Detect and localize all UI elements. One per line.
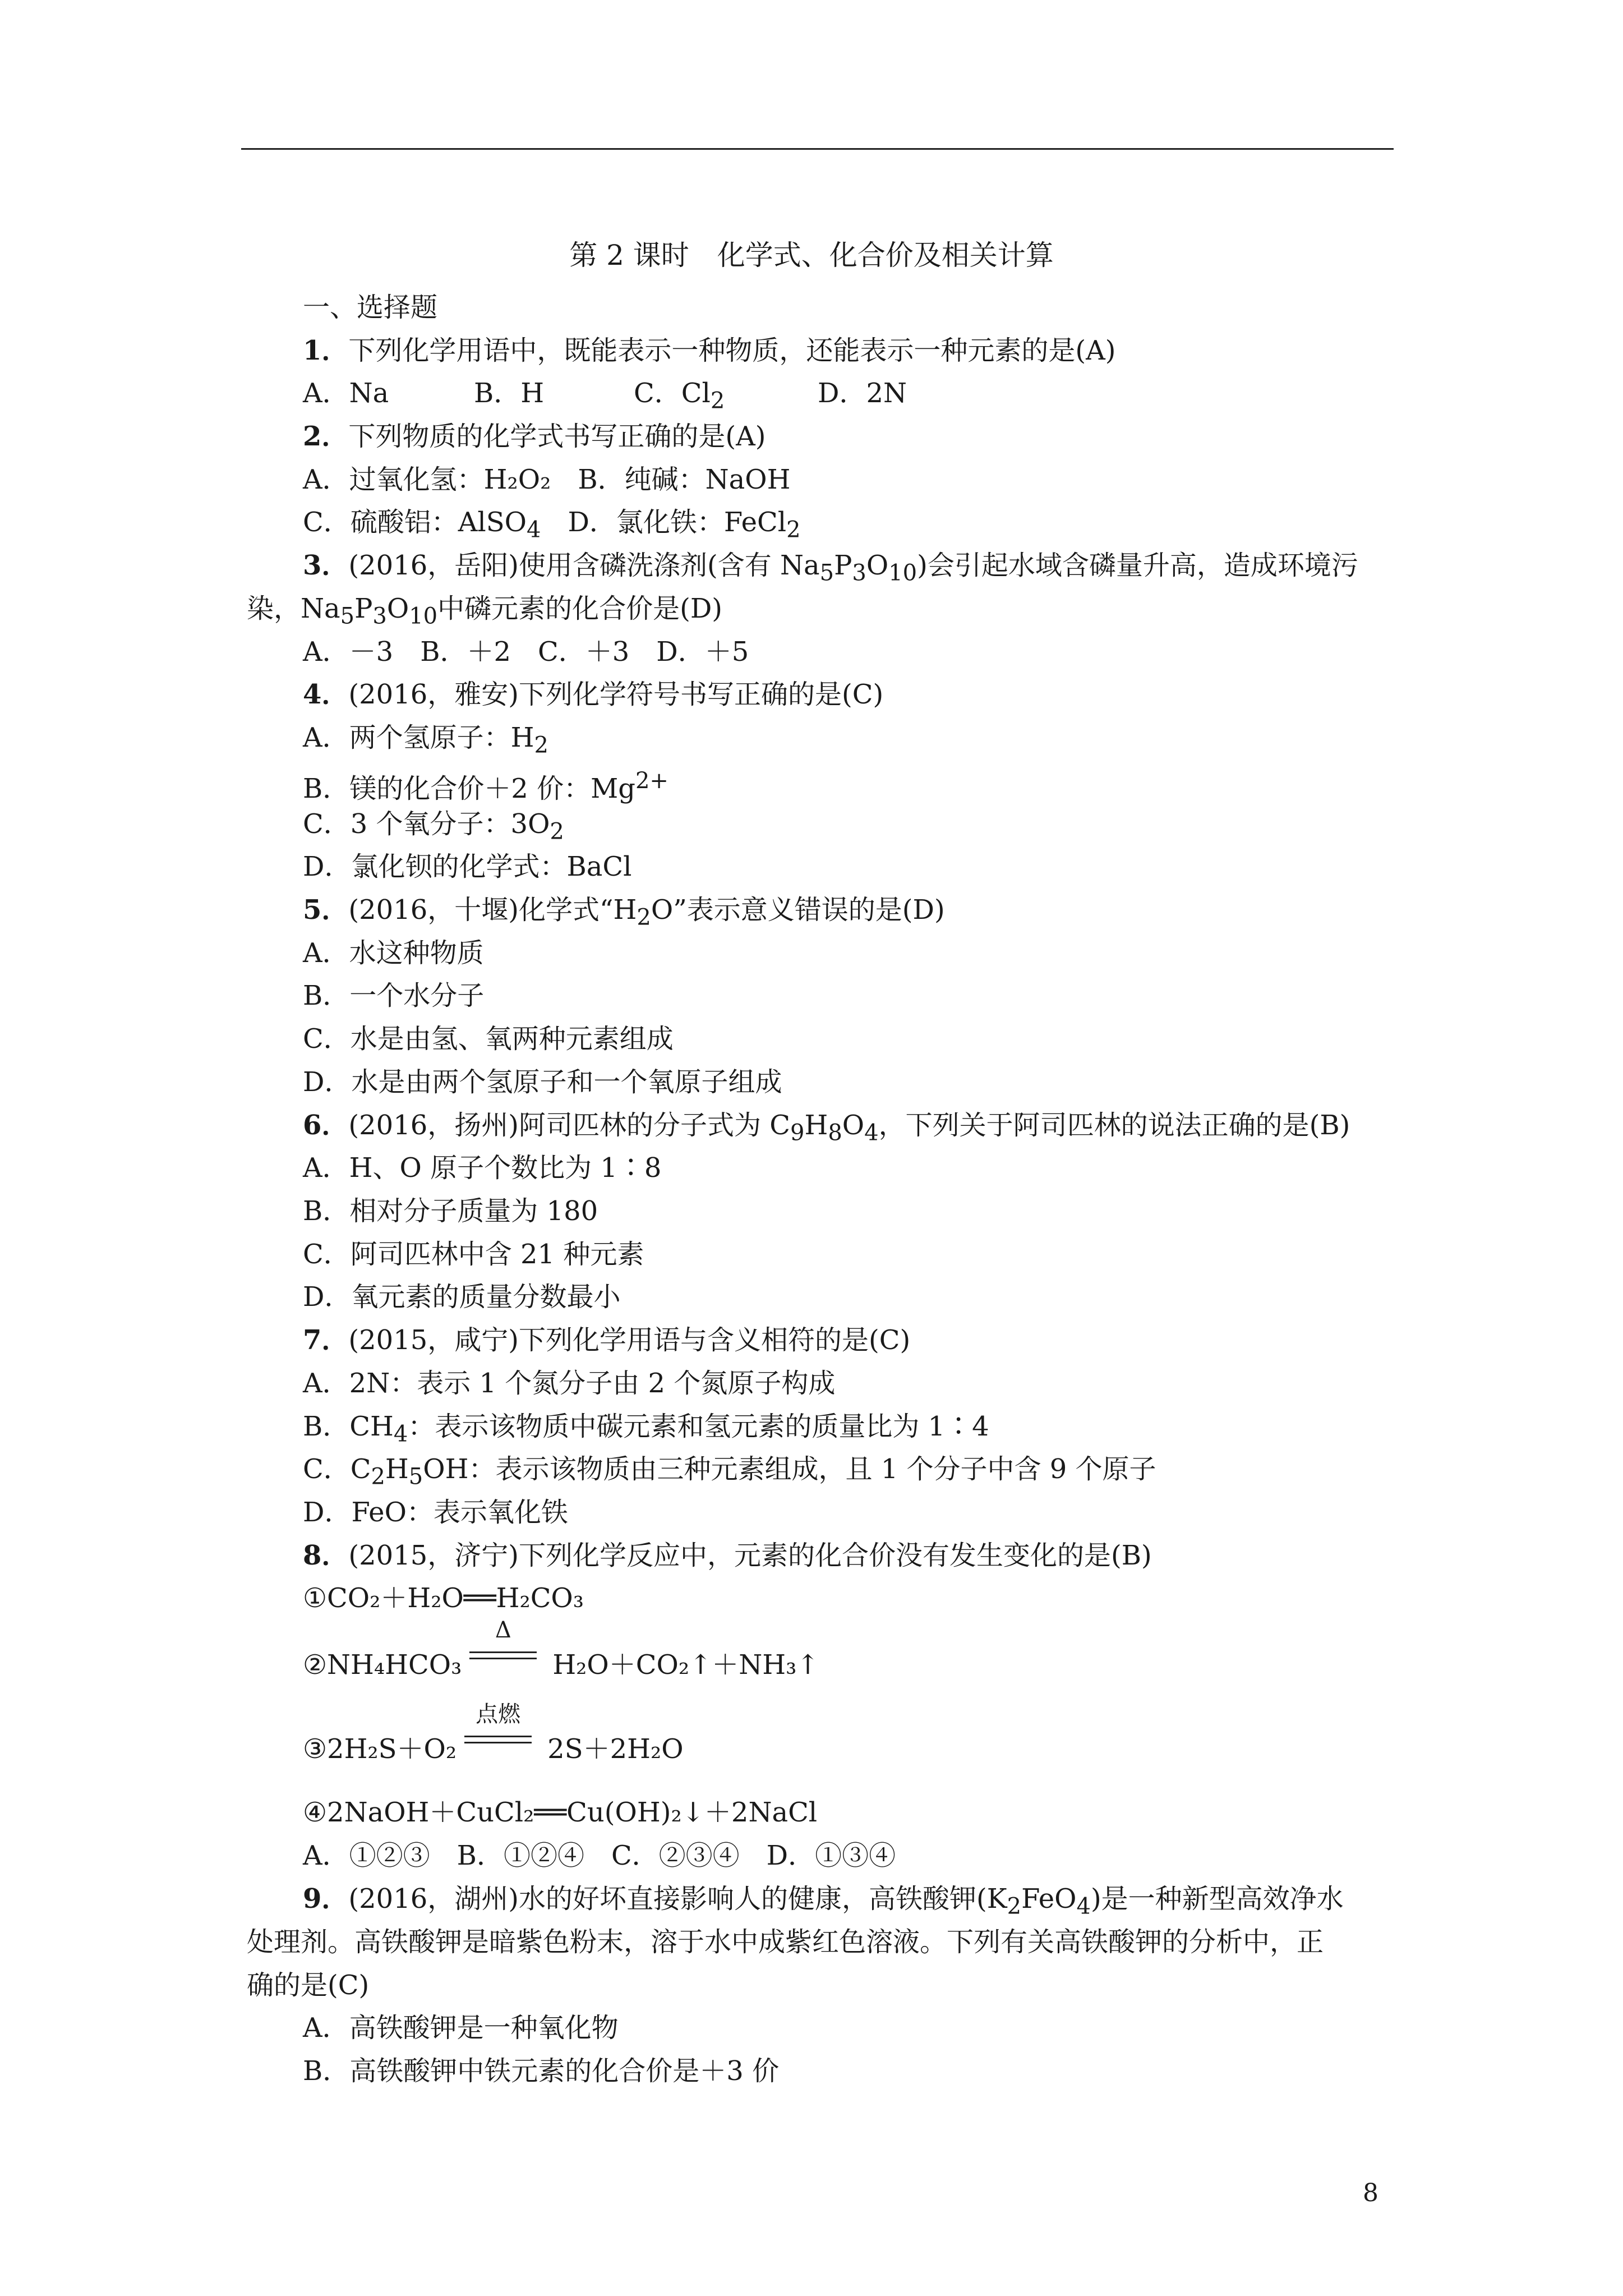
option-c: C．$Cl_2$ [634,378,725,414]
question-1-stem: 1．下列化学用语中，既能表示一种物质，还能表示一种元素的是(A) [303,335,1116,366]
question-7-option-a: A．2N：表示 1 个氮分子由 2 个氮原子构成 [303,1368,836,1399]
section-heading: 一、选择题 [303,292,438,323]
question-1-options [303,375,907,414]
question-5-option-d: D．水是由两个氢原子和一个氧原子组成 [303,1066,782,1098]
question-7-option-b: B．$CH_4$：表示该物质中碳元素和氢元素的质量比为 1∶4 [303,1411,989,1447]
question-7-option-c: C．$C_2H_5OH$：表示该物质由三种元素组成，且 1 个分子中含 9 个原子 [303,1453,1156,1490]
question-4-option-d: D．氯化钡的化学式：BaCl [303,851,632,882]
reaction-condition-ignite: 点燃 [464,1742,532,1758]
option-b: B．H [474,378,545,409]
question-9-option-a: A．高铁酸钾是一种氧化物 [303,2012,619,2044]
reaction-2: ②NH₄HCO₃ Δ H₂O＋CO₂↑＋NH₃↑ [303,1617,819,1681]
question-9-option-b: B．高铁酸钾中铁元素的化合价是＋3 价 [303,2055,780,2087]
question-2-stem: 2．下列物质的化学式书写正确的是(A) [303,421,766,452]
header-rule [241,148,1394,150]
question-7-option-d: D．FeO：表示氧化铁 [303,1497,568,1528]
question-3-options: A．－3 B．＋2 C．＋3 D．＋5 [303,636,749,668]
question-6-option-a: A．H、O 原子个数比为 1∶8 [303,1152,662,1184]
question-3-stem: 3．(2016，岳阳)使用含磷洗涤剂(含有 $Na_5P_3O_{10}$)会引起水域含磷量升高，造成环境污 [303,550,1358,586]
question-4-option-c: C．3 个氧分子：$3O_2$ [303,808,564,845]
option-d: D．2N [818,378,907,409]
question-5-stem: 5．(2016，十堰)化学式“$H_2O$”表示意义错误的是(D) [303,894,945,931]
question-8-options: A．①②③ B．①②④ C．②③④ D．①③④ [303,1840,896,1871]
question-9-stem: 9．(2016，湖州)水的好坏直接影响人的健康，高铁酸钾$(K_2FeO_4)$是一种新型高效净水 [303,1883,1344,1920]
reaction-condition-heat: Δ [469,1658,537,1674]
question-6-option-d: D．氧元素的质量分数最小 [303,1281,621,1313]
question-7-stem: 7．(2015，咸宁)下列化学用语与含义相符的是(C) [303,1324,911,1356]
page-number: 8 [1363,2179,1378,2207]
reaction-3: ③2H₂S＋O₂ 点燃 2S＋2H₂O [303,1701,684,1765]
option-a: A．Na [303,378,389,409]
question-9-stem-line2: 处理剂。高铁酸钾是暗紫色粉末，溶于水中成紫红色溶液。下列有关高铁酸钾的分析中，正 [247,1926,1324,1958]
question-5-option-a: A．水这种物质 [303,937,484,969]
question-4-stem: 4．(2016，雅安)下列化学符号书写正确的是(C) [303,679,884,710]
question-2-options-row1: A．过氧化氢：H₂O₂ B．纯碱：NaOH [303,464,791,495]
question-6-stem: 6．(2016，扬州)阿司匹林的分子式为 $C_9H_8O_4$，下列关于阿司匹林的说法正确的是(B) [303,1110,1350,1146]
question-5-option-c: C．水是由氢、氧两种元素组成 [303,1023,674,1055]
reaction-1: ①CO₂＋H₂O══H₂CO₃ [303,1582,584,1614]
question-4-option-b: B．镁的化合价＋2 价：$Mg^{2+}$ [303,768,668,804]
question-6-option-c: C．阿司匹林中含 21 种元素 [303,1239,644,1270]
question-2-options-row2: C．硫酸铝：AlSO$_4$ D．氯化铁：FeCl$_2$ [303,507,801,543]
question-5-option-b: B．一个水分子 [303,980,485,1011]
page-title: 第 2 课时 化学式、化合价及相关计算 [569,239,1054,272]
reaction-4: ④2NaOH＋CuCl₂══Cu(OH)₂↓＋2NaCl [303,1797,818,1828]
question-9-stem-line3: 确的是(C) [247,1970,370,2001]
question-3-stem-line2: 染，$Na_5P_3O_{10}$中磷元素的化合价是(D) [247,593,723,629]
question-4-option-a: A．两个氢原子：$H_2$ [303,722,548,758]
question-6-option-b: B．相对分子质量为 180 [303,1195,598,1227]
question-8-stem: 8．(2015，济宁)下列化学反应中，元素的化合价没有发生变化的是(B) [303,1540,1152,1571]
